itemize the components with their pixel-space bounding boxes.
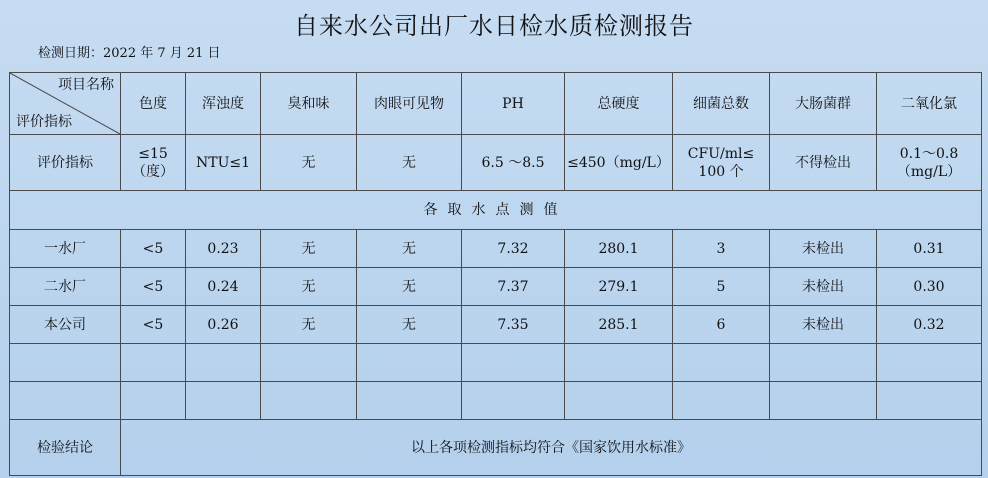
standard-line: （度） xyxy=(132,163,174,180)
standard-line: ≤450（mg/L） xyxy=(567,154,670,171)
empty-cell xyxy=(673,382,770,420)
value-cell: 0.30 xyxy=(877,268,982,306)
standard-cell xyxy=(770,135,877,191)
value-cell: 0.23 xyxy=(186,230,261,268)
empty-cell xyxy=(770,344,877,382)
section-row xyxy=(10,191,982,230)
inspection-date: 检测日期：2022 年 7 月 21 日 xyxy=(38,46,221,61)
value-cell: 未检出 xyxy=(770,268,877,306)
value-cell: 无 xyxy=(357,268,462,306)
value-cell: 7.37 xyxy=(462,268,565,306)
empty-row xyxy=(10,344,982,382)
conclusion-text: 以上各项检测指标均符合《国家饮用水标准》 xyxy=(121,420,982,476)
empty-cell xyxy=(877,344,982,382)
value-cell: 0.24 xyxy=(186,268,261,306)
conclusion-label: 检验结论 xyxy=(10,420,121,476)
standard-cell xyxy=(261,135,357,191)
standard-line: ≤15 xyxy=(138,145,168,162)
value-cell: 3 xyxy=(673,230,770,268)
standard-line: 6.5 ～8.5 xyxy=(481,154,545,171)
empty-cell xyxy=(121,382,186,420)
empty-cell xyxy=(186,382,261,420)
value-cell: 280.1 xyxy=(565,230,673,268)
column-header: 肉眼可见物 xyxy=(357,73,462,135)
value-cell: 7.32 xyxy=(462,230,565,268)
empty-cell xyxy=(357,382,462,420)
header-row xyxy=(10,73,982,135)
empty-cell xyxy=(770,382,877,420)
row-label: 评价指标 xyxy=(10,135,121,191)
empty-cell xyxy=(565,382,673,420)
standard-row xyxy=(10,135,982,191)
value-cell: 无 xyxy=(261,268,357,306)
standard-cell xyxy=(673,135,770,191)
value-cell: <5 xyxy=(121,230,186,268)
column-header: 二氧化氯 xyxy=(877,73,982,135)
standard-cell xyxy=(565,135,673,191)
empty-cell xyxy=(10,382,121,420)
empty-cell xyxy=(121,344,186,382)
column-header: 总硬度 xyxy=(565,73,673,135)
value-cell: 无 xyxy=(357,306,462,344)
empty-cell xyxy=(462,382,565,420)
standard-cell xyxy=(186,135,261,191)
value-cell: 无 xyxy=(357,230,462,268)
empty-cell xyxy=(565,344,673,382)
standard-line: 不得检出 xyxy=(795,154,851,171)
empty-cell xyxy=(357,344,462,382)
value-cell: <5 xyxy=(121,268,186,306)
value-cell: <5 xyxy=(121,306,186,344)
value-cell: 279.1 xyxy=(565,268,673,306)
column-header: 细菌总数 xyxy=(673,73,770,135)
header-corner-cell xyxy=(10,73,121,135)
value-cell: 0.31 xyxy=(877,230,982,268)
value-cell: 未检出 xyxy=(770,306,877,344)
standard-line: NTU≤1 xyxy=(195,154,251,171)
value-cell: 7.35 xyxy=(462,306,565,344)
row-label: 本公司 xyxy=(10,306,121,344)
section-title: 各取水点测值 xyxy=(10,191,982,230)
empty-cell xyxy=(186,344,261,382)
standard-line: 无 xyxy=(402,154,416,171)
table-row xyxy=(10,230,982,268)
value-cell: 285.1 xyxy=(565,306,673,344)
value-cell: 无 xyxy=(261,306,357,344)
value-cell: 无 xyxy=(261,230,357,268)
value-cell: 0.32 xyxy=(877,306,982,344)
standard-cell xyxy=(462,135,565,191)
column-header: 色度 xyxy=(121,73,186,135)
corner-top-label: 项目名称 xyxy=(58,77,114,93)
column-header: 浑浊度 xyxy=(186,73,261,135)
empty-cell xyxy=(877,382,982,420)
standard-cell xyxy=(121,135,186,191)
conclusion-row xyxy=(10,420,982,476)
value-cell: 0.26 xyxy=(186,306,261,344)
column-header: 臭和味 xyxy=(261,73,357,135)
standard-line: CFU/ml≤ xyxy=(687,145,755,162)
empty-cell xyxy=(673,344,770,382)
standard-line: 100 个 xyxy=(698,163,744,180)
empty-cell xyxy=(462,344,565,382)
report-title: 自来水公司出厂水日检水质检测报告 xyxy=(294,12,694,40)
water-quality-table xyxy=(9,72,982,476)
standard-cell xyxy=(357,135,462,191)
standard-line: 0.1～0.8 xyxy=(899,145,959,162)
empty-cell xyxy=(261,382,357,420)
value-cell: 未检出 xyxy=(770,230,877,268)
empty-cell xyxy=(261,344,357,382)
standard-cell xyxy=(877,135,982,191)
standard-line: （mg/L） xyxy=(896,163,962,180)
value-cell: 6 xyxy=(673,306,770,344)
column-header: 大肠菌群 xyxy=(770,73,877,135)
empty-cell xyxy=(10,344,121,382)
standard-line: 无 xyxy=(301,154,316,171)
corner-bottom-label: 评价指标 xyxy=(16,114,72,130)
table-row xyxy=(10,306,982,344)
column-header: PH xyxy=(462,73,565,135)
value-cell: 5 xyxy=(673,268,770,306)
table-row xyxy=(10,268,982,306)
empty-row xyxy=(10,382,982,420)
row-label: 一水厂 xyxy=(10,230,121,268)
row-label: 二水厂 xyxy=(10,268,121,306)
